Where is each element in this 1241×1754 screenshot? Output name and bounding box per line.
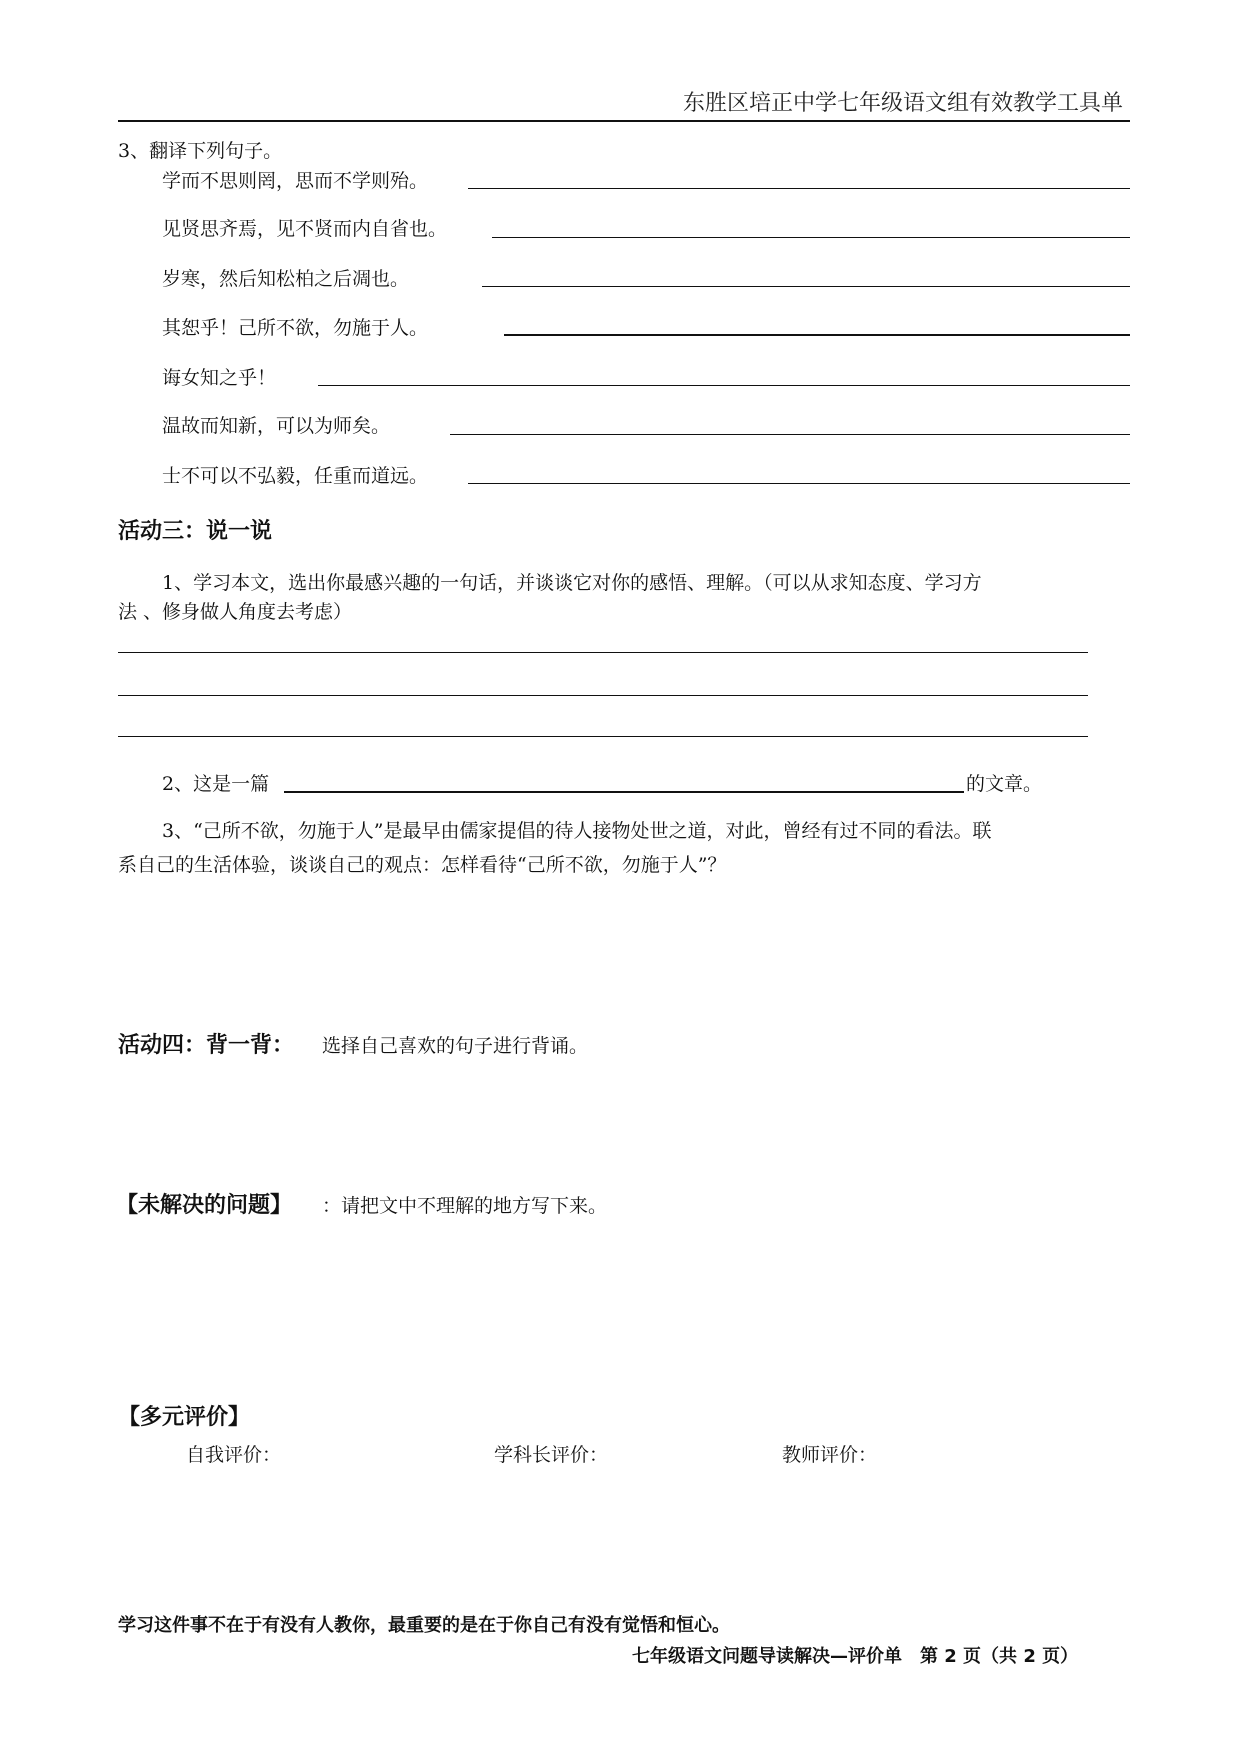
activity3-q2-suffix: 的文章。	[966, 773, 1043, 795]
sentence-3: 岁寒，然后知松柏之后凋也。	[162, 268, 410, 290]
q2-blank[interactable]	[284, 791, 964, 793]
sentence-7: 士不可以不弘毅，任重而道远。	[162, 465, 429, 487]
writing-line-1[interactable]	[118, 652, 1088, 653]
writing-line-3[interactable]	[118, 736, 1088, 737]
teacher-evaluation-label: 教师评价：	[782, 1444, 878, 1466]
answer-line-2[interactable]	[492, 237, 1130, 238]
footer-page-info: 七年级语文问题导读解决—评价单 第 2 页（共 2 页）	[632, 1646, 1079, 1667]
self-evaluation-label: 自我评价：	[186, 1444, 282, 1466]
activity3-q3-line1: 3、“己所不欲，勿施于人”是最早由儒家提倡的待人接物处世之道，对此，曾经有过不同的看法。联	[162, 820, 992, 842]
activity3-q2-prefix: 2、这是一篇	[162, 773, 270, 795]
subject-head-evaluation-label: 学科长评价：	[494, 1444, 609, 1466]
answer-line-3[interactable]	[482, 286, 1130, 287]
answer-line-7[interactable]	[468, 483, 1130, 484]
header-title: 东胜区培正中学七年级语文组有效教学工具单	[682, 91, 1123, 116]
answer-line-5[interactable]	[318, 385, 1130, 386]
unsolved-text: ：请把文中不理解的地方写下来。	[322, 1195, 608, 1217]
answer-line-1[interactable]	[468, 188, 1130, 189]
sentence-4: 其恕乎！己所不欲，勿施于人。	[162, 317, 429, 339]
answer-line-4[interactable]	[504, 334, 1130, 336]
writing-line-2[interactable]	[118, 695, 1088, 696]
activity4-heading: 活动四：背一背：	[118, 1033, 295, 1058]
activity3-q1-line2: 法 、修身做人角度去考虑）	[118, 601, 353, 623]
answer-line-6[interactable]	[450, 434, 1130, 435]
sentence-1: 学而不思则罔，思而不学则殆。	[162, 170, 429, 192]
sentence-6: 温故而知新，可以为师矣。	[162, 415, 391, 437]
sentence-5: 诲女知之乎！	[162, 367, 277, 389]
activity3-heading: 活动三：说一说	[118, 519, 273, 544]
activity3-q3-line2: 系自己的生活体验，谈谈自己的观点：怎样看待“己所不欲，勿施于人”？	[118, 854, 727, 876]
q3-label: 3、翻译下列句子。	[118, 140, 283, 162]
sentence-2: 见贤思齐焉，见不贤而内自省也。	[162, 218, 448, 240]
header-divider	[118, 120, 1130, 122]
activity3-q1-line1: 1、学习本文，选出你最感兴趣的一句话，并谈谈它对你的感悟、理解。（可以从求知态度、学习方	[162, 572, 982, 594]
footer-motto: 学习这件事不在于有没有人教你，最重要的是在于你自己有没有觉悟和恒心。	[118, 1615, 730, 1636]
activity4-text: 选择自己喜欢的句子进行背诵。	[322, 1035, 589, 1057]
evaluation-heading: 【多元评价】	[118, 1405, 251, 1430]
unsolved-heading: 【未解决的问题】	[116, 1193, 293, 1218]
